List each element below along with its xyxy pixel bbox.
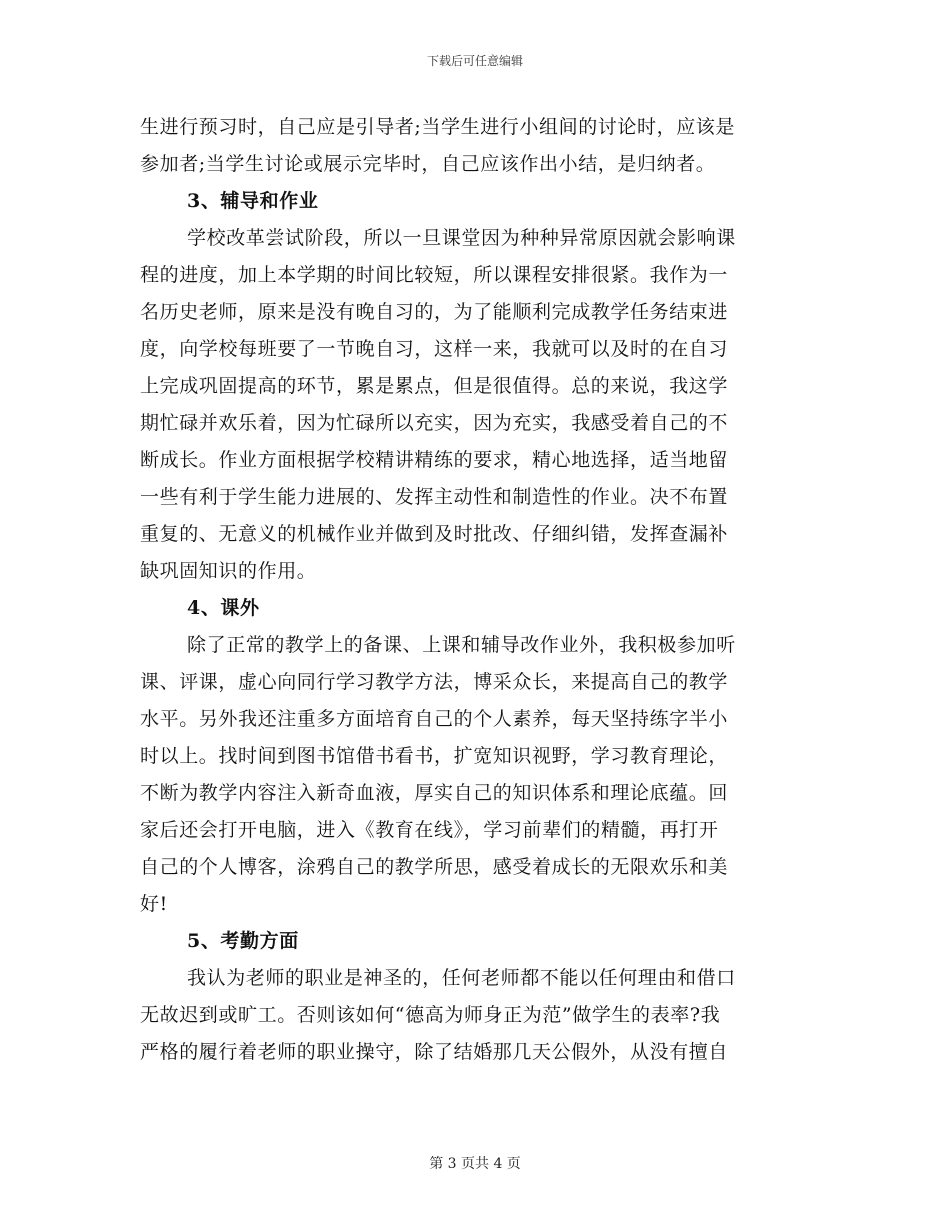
text-line: 好! — [140, 893, 168, 915]
document-body — [140, 109, 812, 1071]
text-line: 自己的个人博客，涂鸦自己的教学所思，感受着成长的无限欢乐和美 — [140, 856, 729, 878]
text-line: 课、评课，虚心向同行学习教学方法，博采众长，来提高自己的教学 — [140, 671, 729, 693]
text-line: 一些有利于学生能力进展的、发挥主动性和制造性的作业。决不布置 — [140, 486, 729, 508]
text-line: 不断为教学内容注入新奇血液，厚实自己的知识体系和理论底蕴。回 — [140, 782, 729, 804]
text-line: 家后还会打开电脑，进入《教育在线》，学习前辈们的精髓，再打开 — [140, 819, 719, 841]
text-line: 无故迟到或旷工。否则该如何“德高为师身正为范”做学生的表率?我 — [140, 1004, 721, 1026]
text-line: 名历史老师，原来是没有晚自习的，为了能顺利完成教学任务结束进 — [140, 301, 729, 323]
text-line: 生进行预习时，自己应是引导者;当学生进行小组间的讨论时，应该是 — [140, 116, 736, 138]
text-line: 程的进度，加上本学期的时间比较短，所以课程安排很紧。我作为一 — [140, 264, 729, 286]
text-line: 断成长。作业方面根据学校精讲精练的要求，精心地选择，适当地留 — [140, 449, 729, 471]
page-footer: 第 3 页共 4 页 — [429, 1156, 521, 1172]
text-line: 参加者;当学生讨论或展示完毕时，自己应该作出小结，是归纳者。 — [140, 153, 716, 175]
text-line: 上完成巩固提高的环节，累是累点，但是很值得。总的来说，我这学 — [140, 375, 729, 397]
paragraph-start: 学校改革尝试阶段，所以一旦课堂因为种种异常原因就会影响课 — [187, 227, 736, 249]
page-header: 下载后可任意编辑 — [426, 54, 523, 68]
section-heading: 5、考勤方面 — [187, 930, 299, 952]
text-line: 缺巩固知识的作用。 — [140, 560, 317, 582]
text-line: 时以上。找时间到图书馆借书看书，扩宽知识视野，学习教育理论， — [140, 745, 729, 767]
text-line: 期忙碌并欢乐着，因为忙碌所以充实，因为充实，我感受着自己的不 — [140, 412, 729, 434]
section-heading: 3、辅导和作业 — [187, 190, 319, 212]
text-line: 水平。另外我还注重多方面培育自己的个人素养，每天坚持练字半小 — [140, 708, 729, 730]
text-line: 度，向学校每班要了一节晚自习，这样一来，我就可以及时的在自习 — [140, 338, 729, 360]
section-heading: 4、课外 — [187, 597, 260, 619]
paragraph-start: 我认为老师的职业是神圣的，任何老师都不能以任何理由和借口 — [187, 967, 736, 989]
text-line: 严格的履行着老师的职业操守，除了结婚那几天公假外，从没有擅自 — [140, 1041, 729, 1063]
text-line: 重复的、无意义的机械作业并做到及时批改、仔细纠错，发挥查漏补 — [140, 523, 729, 545]
paragraph-start: 除了正常的教学上的备课、上课和辅导改作业外，我积极参加听 — [187, 634, 736, 656]
